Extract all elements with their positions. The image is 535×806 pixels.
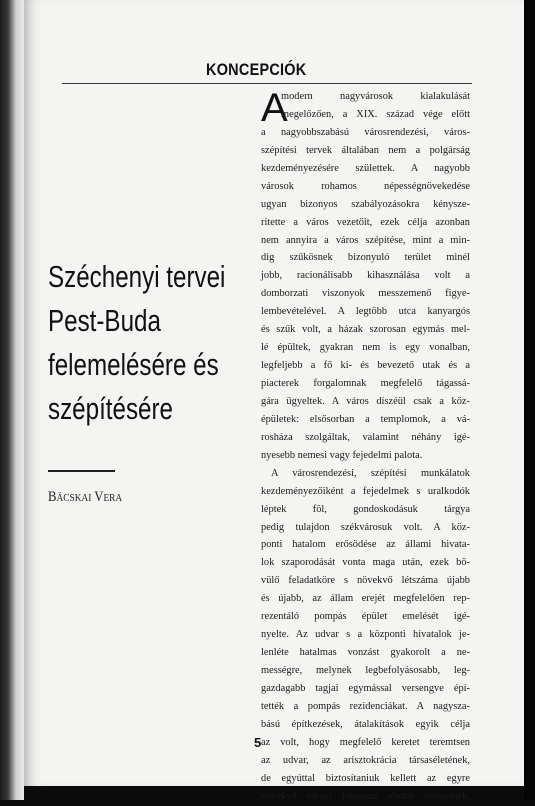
text-line: ugyan bizonyos szabályozásokra kénysze- [261, 198, 470, 210]
text-line: domborzati viszonyok messzemenő figye- [261, 288, 470, 300]
author-rule [48, 470, 115, 472]
text-line: az udvar, az arisztokrácia társaséletének, [261, 754, 470, 766]
text-line: ponti hatalom erősödése az állami hivata- [261, 539, 470, 551]
title-line: Széchenyi tervei [48, 259, 226, 294]
text-line: kezdeményezőiként a fejedelmek s uralkodók [261, 485, 470, 497]
text-line: piacterek forgalomnak megfelelő tágassá- [261, 378, 470, 389]
text-line: léptek föl, gondoskodásuk tárgya [261, 503, 470, 515]
text-line: növekvő városi lakosság alsóbb rétegeinek, [261, 790, 470, 802]
text-line: rezentáló pompás épület emelését igé- [261, 611, 470, 623]
text-line: lenléte hatalmas vonzást gyakorolt a ne- [261, 647, 470, 659]
text-line: a nagyobbszabású városrendezési, város- [261, 126, 470, 138]
header-rule [62, 83, 472, 84]
title-line: szépítésére [48, 391, 174, 426]
text-line: dig szűkösnek bizonyuló terület minél [261, 252, 470, 264]
text-line: épületek: elsősorban a templomok, a vá- [261, 413, 470, 425]
facing-page-edge [0, 0, 24, 800]
page-number: 5 [254, 735, 262, 750]
text-line: pedig tulajdon székvárosuk volt. A köz- [261, 521, 470, 533]
text-line: vülő feladatköre s növekvő létszáma újabb [261, 575, 470, 587]
author-name: Bácskai Vera [48, 489, 123, 505]
text-line: megelőzően, a XIX. század vége előtt [281, 108, 470, 120]
text-line: A városrendezési, szépítési munkálatok [271, 467, 470, 479]
title-line: Pest-Buda [48, 303, 161, 338]
text-line: és szűk volt, a házak szorosan egymás mel- [261, 324, 470, 336]
text-line: rítette a város vezetőit, ezek célja azonban [261, 216, 470, 228]
text-line: bású építkezések, átalakítások egyik célja [261, 718, 470, 730]
text-line: kezdeményezésére születtek. A nagyobb [261, 162, 470, 174]
text-line: modern nagyvárosok kialakulását [281, 91, 470, 102]
text-line: nem annyira a város szépítése, mint a min- [261, 234, 470, 246]
title-line: felemelésére és [48, 347, 219, 382]
article-title [48, 255, 226, 431]
text-line: szépítési tervek általában nem a polgárság [261, 144, 470, 156]
text-line: rosháza szolgáltak, valamint néhány igé- [261, 431, 470, 443]
text-line: nyesebb nemesi vagy fejedelmi palota. [261, 449, 423, 461]
text-line: az volt, hogy megfelelő keretet teremtsen [261, 736, 470, 748]
text-line: lembevételével. A legtöbb utca kanyargós [261, 306, 470, 318]
text-line: jobb, racionálisabb kihasználása volt a [261, 270, 470, 282]
text-line: nyelte. Az udvar s a központi hivatalok je- [261, 629, 470, 641]
text-line: de egyúttal biztosítaniuk kellett az egyre [261, 772, 470, 784]
text-line: legfeljebb a fő ki- és bevezető utak és a [261, 360, 470, 372]
text-line: lé épültek, gyakran nem is egy vonalban, [261, 342, 470, 354]
text-line: és újabb, az állam erejét megfelelően rep- [261, 593, 470, 605]
text-line: gára ügyeltek. A város díszéül csak a köz- [261, 395, 470, 407]
text-line: városok rohamos népességnövekedése [261, 180, 470, 192]
text-line: lok szaporodását vonta maga után, ezek bő- [261, 557, 470, 569]
text-line: tették a pompás rezidenciákat. A nagysza- [261, 700, 470, 712]
text-line: mességre, melynek legbefolyásosabb, leg- [261, 665, 470, 676]
section-header: KONCEPCIÓK [206, 60, 307, 79]
page-shadow-edge [524, 0, 535, 800]
text-line: gazdagabb tagjai egymással versengve épí- [261, 682, 470, 694]
article-body [261, 88, 470, 806]
drop-cap: A [261, 86, 288, 130]
